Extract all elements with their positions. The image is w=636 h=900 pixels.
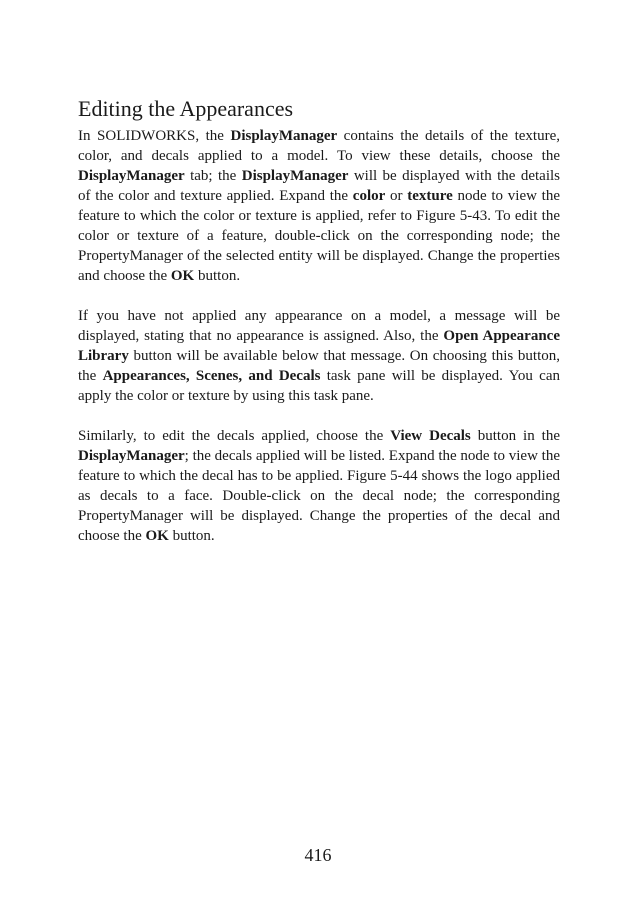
bold-term: OK xyxy=(145,528,169,544)
bold-term: OK xyxy=(170,268,195,284)
bold-term: DisplayManager xyxy=(241,168,349,184)
bold-term: View Decals xyxy=(390,428,471,444)
bold-term: DisplayManager xyxy=(78,448,185,464)
text-run: contains the details of the texture, color, and decals applied to a model. To view these details, choose the xyxy=(78,128,560,164)
bold-term: Appearances, Scenes, and Decals xyxy=(102,368,321,384)
page-content xyxy=(78,96,560,566)
bold-term: DisplayManager xyxy=(230,128,338,144)
text-run: ; the decals applied will be listed. Expand the node to view the feature to which the decal has to be applied. Figure 5-44 shows the logo applied as decals to a face. Double-click on the decal node; the corresponding PropertyManager will be displayed. Change the properties of the decal and choose the xyxy=(78,448,560,544)
paragraph xyxy=(78,306,560,406)
text-run: task pane will be displayed. You can apply the color or texture by using this task pane. xyxy=(78,368,560,404)
section-heading: Editing the Appearances xyxy=(78,96,294,121)
text-run: tab; the xyxy=(184,168,242,184)
text-run: button in the xyxy=(470,428,560,444)
page-number: 416 xyxy=(304,845,332,865)
text-run: button. xyxy=(168,528,215,544)
text-run: will be displayed with the details of the color and texture applied. Expand the xyxy=(78,168,560,204)
text-run: or xyxy=(385,188,408,204)
text-run: In SOLIDWORKS, the xyxy=(78,128,231,144)
paragraph xyxy=(78,126,560,286)
bold-term: Open Appearance Library xyxy=(78,328,560,364)
bold-term: DisplayManager xyxy=(78,168,185,184)
text-run: button will be available below that message. On choosing this button, the xyxy=(78,348,560,384)
text-run: button. xyxy=(194,268,241,284)
bold-term: color xyxy=(352,188,386,204)
bold-term: texture xyxy=(407,188,453,204)
text-run: node to view the feature to which the color or texture is applied, refer to Figure 5-43. To edit the color or texture of a feature, double-click on the corresponding node; the PropertyManager of the selected entity will be displayed. Change the properties and choose the xyxy=(78,188,560,284)
paragraph xyxy=(78,426,560,546)
text-run: Similarly, to edit the decals applied, choose the xyxy=(78,428,391,444)
text-run: If you have not applied any appearance on a model, a message will be displayed, stating that no appearance is assigned. Also, the xyxy=(78,308,560,344)
